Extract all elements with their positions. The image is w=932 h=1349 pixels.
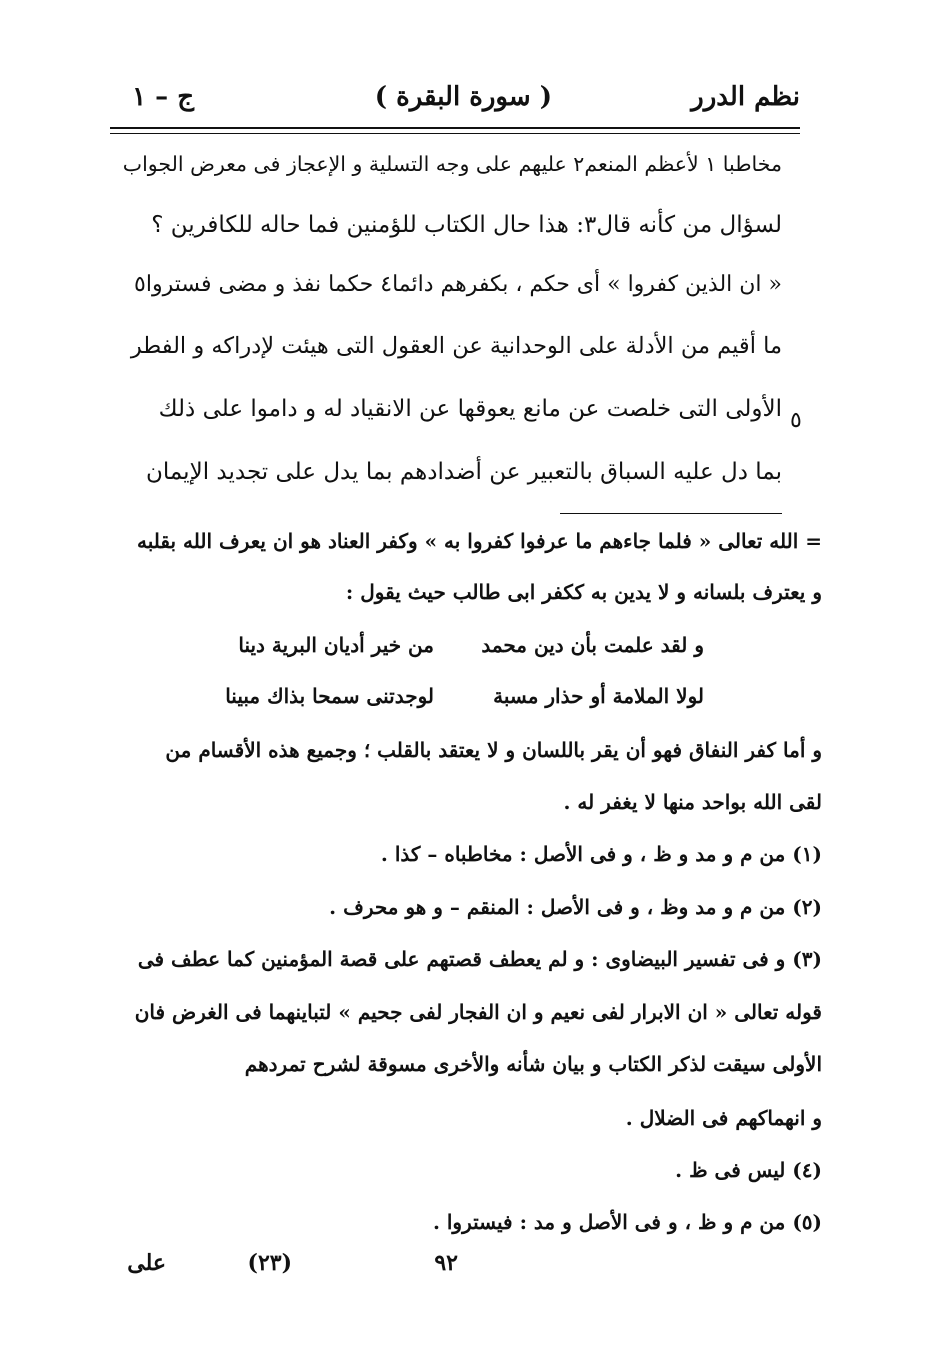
footnote: قوله تعالى « ان الابرار لفى نعيم و ان الفجار لفى جحيم » لتباينهما فى الغرض فان <box>134 1000 822 1024</box>
footnote: (٢) من م و مد وظ ، و فى الأصل : المنقم – و هو محرف . <box>329 895 822 919</box>
main-text-line: لسؤال من كأنه قال٣: هذا حال الكتاب للؤمنين فما حاله للكافرين ؟ <box>151 212 782 238</box>
footnote: (٣) و فى تفسير البيضاوى : و لم يعطف قصتهم على قصة المؤمنين كما عطف فى <box>137 947 822 971</box>
page-number: ٩٢ <box>434 1250 458 1276</box>
verse-hemistich: من خير أديان البرية دينا <box>238 633 434 657</box>
footnote: (١) من م و مد و ظ ، و فى الأصل : مخاطباه – كذا . <box>380 842 822 866</box>
header-rule-thick <box>110 127 800 129</box>
commentary-line: و أما كفر النفاق فهو أن يقر باللسان و لا يعتقد بالقلب ؛ وجميع هذه الأقسام من <box>165 738 822 762</box>
volume-number: ج – ١ <box>132 82 194 112</box>
main-text-line: الأولى التى خلصت عن مانع يعوقها عن الانقياد له و داموا على ذلك <box>158 396 782 422</box>
sheet-number: (٢٣) <box>247 1250 292 1276</box>
commentary-line: و يعترف بلسانه و لا يدين به ككفر ابى طالب حيث يقول : <box>345 580 822 604</box>
main-text-line: بما دل عليه السباق بالتعبير عن أضدادهم بما يدل على تجديد الإيمان <box>145 459 782 485</box>
commentary-line: = الله تعالى « فلما جاءهم ما عرفوا كفروا به » وكفر العناد هو ان يعرف الله بقلبه <box>137 529 822 553</box>
verse-hemistich: و لقد علمت بأن دين محمد <box>481 633 704 657</box>
catchword: على <box>127 1250 166 1276</box>
main-text-line: ما أقيم من الأدلة على الوحدانية عن العقول التى هيئت لإدراكه و الفطر <box>130 333 782 359</box>
verse-hemistich: لوجدتنى سمحا بذاك مبينا <box>225 684 434 708</box>
commentary-line: لقى الله بواحد منها لا يغفر له . <box>563 790 822 814</box>
main-text-line: مخاطبا ١ لأعظم المنعم٢ عليهم على وجه التسلية و الإعجاز فى معرض الجواب <box>122 152 782 176</box>
footnote-divider <box>560 513 782 514</box>
book-title: نظم الدرر <box>691 82 800 112</box>
footnote: (٥) من م و ظ ، و فى الأصل و مد : فيستروا . <box>432 1210 822 1234</box>
margin-line-number: ٥ <box>790 408 802 433</box>
footnote: و انهماكهم فى الضلال . <box>625 1106 822 1130</box>
main-text-line: « ان الذين كفروا » أى حكم ، بكفرهم دائما٤ حكما نفذ و مضى فستروا٥ <box>134 272 782 297</box>
header-rule-thin <box>110 133 800 134</box>
verse-hemistich: لولا الملامة أو حذار مسبة <box>493 684 704 708</box>
footnote: الأولى سيقت لذكر الكتاب و بيان شأنه والأخرى مسوقة لشرح تمردهم <box>244 1052 822 1076</box>
surah-title: ( سورة البقرة ) <box>374 82 552 112</box>
footnote: (٤) ليس فى ظ . <box>675 1158 822 1182</box>
